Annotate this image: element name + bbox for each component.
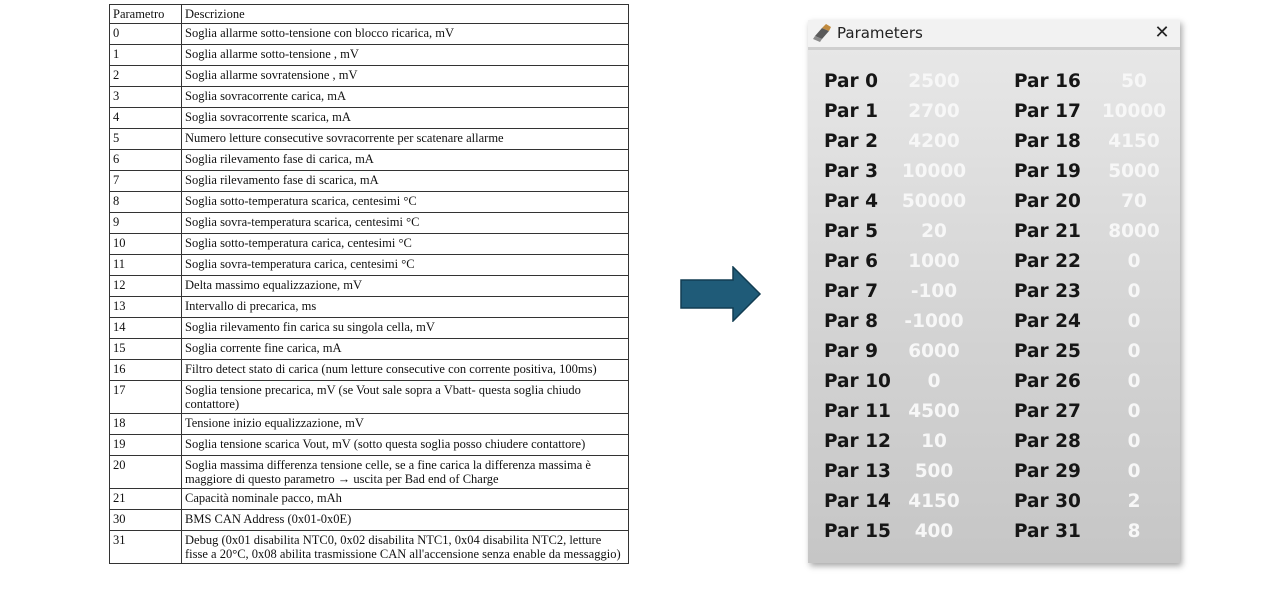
table-row: [110, 489, 629, 510]
parameter-description-cell: Filtro detect stato di carica (num letture consecutive con corrente positiva, 100ms): [182, 360, 629, 381]
param-value: 8000: [1108, 221, 1160, 242]
param-value: 2700: [908, 101, 960, 122]
param-value: 0: [1127, 371, 1141, 392]
parameter-description-cell: Soglia sovra-temperatura carica, centesimi °C: [182, 255, 629, 276]
parameter-id-cell: 5: [110, 129, 182, 150]
param-value: 1000: [908, 251, 960, 272]
parameter-id-cell: 3: [110, 87, 182, 108]
parameter-description-cell: Numero letture consecutive sovracorrente per scatenare allarme: [182, 129, 629, 150]
param-label: Par 17: [1014, 101, 1081, 122]
parameter-id-cell: 11: [110, 255, 182, 276]
param-label: Par 22: [1014, 251, 1081, 272]
parameter-id-cell: 1: [110, 45, 182, 66]
param-label: Par 5: [824, 221, 878, 242]
param-label: Par 4: [824, 191, 878, 212]
param-label: Par 30: [1014, 491, 1081, 512]
parameter-id-cell: 19: [110, 435, 182, 456]
parameter-id-cell: 13: [110, 297, 182, 318]
parameter-description-cell: Soglia tensione scarica Vout, mV (sotto questa soglia posso chiudere contattore): [182, 435, 629, 456]
parameter-description-cell: Soglia tensione precarica, mV (se Vout sale sopra a Vbatt- questa soglia chiudo contattore): [182, 381, 629, 414]
title-bar: [808, 20, 1180, 50]
close-button[interactable]: ✕: [1154, 22, 1170, 43]
param-label: Par 19: [1014, 161, 1081, 182]
param-value: -1000: [904, 311, 964, 332]
table-row: [110, 66, 629, 87]
table-row: [110, 255, 629, 276]
parameter-id-cell: 7: [110, 171, 182, 192]
param-label: Par 12: [824, 431, 891, 452]
param-label: Par 14: [824, 491, 891, 512]
param-label: Par 26: [1014, 371, 1081, 392]
param-value: 0: [1127, 461, 1141, 482]
parameter-id-cell: 15: [110, 339, 182, 360]
parameter-description-cell: Soglia sovra-temperatura scarica, centesimi °C: [182, 213, 629, 234]
table-row: [110, 339, 629, 360]
parameter-description-cell: Soglia rilevamento fase di carica, mA: [182, 150, 629, 171]
table-row: [110, 87, 629, 108]
parameter-description-cell: Debug (0x01 disabilita NTC0, 0x02 disabilita NTC1, 0x04 disabilita NTC2, letture fisse a 20°C, 0x08 abilita trasmissione CAN all'accensione senza enable da messaggio): [182, 531, 629, 564]
table-row: [110, 129, 629, 150]
param-label: Par 9: [824, 341, 878, 362]
table-row: [110, 108, 629, 129]
param-label: Par 23: [1014, 281, 1081, 302]
param-label: Par 13: [824, 461, 891, 482]
table-row: [110, 531, 629, 564]
param-value: 4500: [908, 401, 960, 422]
param-label: Par 15: [824, 521, 891, 542]
parameter-description-cell: BMS CAN Address (0x01-0x0E): [182, 510, 629, 531]
parameter-description-cell: Intervallo di precarica, ms: [182, 297, 629, 318]
parameter-description-cell: Soglia allarme sotto-tensione , mV: [182, 45, 629, 66]
parameter-id-cell: 20: [110, 456, 182, 489]
param-label: Par 20: [1014, 191, 1081, 212]
parameter-id-cell: 16: [110, 360, 182, 381]
right-arrow-icon: [680, 266, 762, 322]
column-header-parametro: Parametro: [110, 5, 182, 24]
param-value: 10: [921, 431, 947, 452]
parameter-id-cell: 17: [110, 381, 182, 414]
param-value: 4150: [1108, 131, 1160, 152]
parameter-description-cell: Capacità nominale pacco, mAh: [182, 489, 629, 510]
table-row: [110, 510, 629, 531]
param-value: 0: [1127, 311, 1141, 332]
parameter-id-cell: 4: [110, 108, 182, 129]
table-row: [110, 234, 629, 255]
param-label: Par 29: [1014, 461, 1081, 482]
param-value: 0: [1127, 341, 1141, 362]
eraser-icon: [812, 23, 832, 43]
param-label: Par 2: [824, 131, 878, 152]
param-label: Par 27: [1014, 401, 1081, 422]
arrow-shape: [681, 267, 760, 321]
parameter-description-cell: Soglia sovracorrente carica, mA: [182, 87, 629, 108]
parameter-id-cell: 18: [110, 414, 182, 435]
table-row: [110, 456, 629, 489]
table-row: [110, 318, 629, 339]
param-label: Par 24: [1014, 311, 1081, 332]
column-header-descrizione: Descrizione: [182, 5, 629, 24]
parameter-description-cell: Soglia allarme sotto-tensione con blocco ricarica, mV: [182, 24, 629, 45]
param-value: 2500: [908, 71, 960, 92]
parameter-id-cell: 9: [110, 213, 182, 234]
param-label: Par 6: [824, 251, 878, 272]
param-label: Par 0: [824, 71, 878, 92]
parameter-id-cell: 21: [110, 489, 182, 510]
parameters-window: [808, 20, 1180, 563]
parameter-description-cell: Soglia massima differenza tensione celle, se a fine carica la differenza massima è maggiore di questo parametro → uscita per Bad end of Charge: [182, 456, 629, 489]
param-value: 0: [1127, 401, 1141, 422]
parameter-description-cell: Soglia sotto-temperatura carica, centesimi °C: [182, 234, 629, 255]
table-row: [110, 381, 629, 414]
param-value: 0: [1127, 251, 1141, 272]
param-label: Par 21: [1014, 221, 1081, 242]
param-value: 0: [1127, 431, 1141, 452]
param-value: 4150: [908, 491, 960, 512]
parameter-description-cell: Tensione inizio equalizzazione, mV: [182, 414, 629, 435]
param-value: 0: [927, 371, 941, 392]
parameter-description-cell: Soglia allarme sovratensione , mV: [182, 66, 629, 87]
parameter-id-cell: 10: [110, 234, 182, 255]
parameter-description-table: [109, 4, 629, 564]
parameter-description-cell: Soglia corrente fine carica, mA: [182, 339, 629, 360]
param-value: 50: [1121, 71, 1147, 92]
param-value: 500: [914, 461, 954, 482]
param-label: Par 3: [824, 161, 878, 182]
table-row: [110, 414, 629, 435]
param-value: 5000: [1108, 161, 1160, 182]
param-value: 6000: [908, 341, 960, 362]
param-label: Par 10: [824, 371, 891, 392]
table-row: [110, 150, 629, 171]
parameter-description-cell: Soglia rilevamento fase di scarica, mA: [182, 171, 629, 192]
parameter-description-cell: Soglia rilevamento fin carica su singola cella, mV: [182, 318, 629, 339]
param-value: 10000: [1101, 101, 1167, 122]
parameter-id-cell: 8: [110, 192, 182, 213]
param-value: 400: [914, 521, 954, 542]
parameter-id-cell: 12: [110, 276, 182, 297]
param-value: -100: [910, 281, 958, 302]
table-row: [110, 297, 629, 318]
table-row: [110, 360, 629, 381]
param-value: 20: [921, 221, 947, 242]
param-label: Par 7: [824, 281, 878, 302]
param-value: 70: [1121, 191, 1147, 212]
param-value: 4200: [908, 131, 960, 152]
table-header-row: [110, 5, 629, 24]
table-row: [110, 24, 629, 45]
param-label: Par 1: [824, 101, 878, 122]
param-value: 2: [1127, 491, 1141, 512]
param-label: Par 25: [1014, 341, 1081, 362]
window-title: Parameters: [837, 24, 923, 42]
table-row: [110, 171, 629, 192]
table-row: [110, 213, 629, 234]
parameter-id-cell: 14: [110, 318, 182, 339]
table-row: [110, 435, 629, 456]
parameter-description-cell: Soglia sovracorrente scarica, mA: [182, 108, 629, 129]
table-row: [110, 276, 629, 297]
param-label: Par 8: [824, 311, 878, 332]
parameter-description-cell: Soglia sotto-temperatura scarica, centesimi °C: [182, 192, 629, 213]
param-value: 8: [1127, 521, 1141, 542]
parameter-description-cell: Delta massimo equalizzazione, mV: [182, 276, 629, 297]
param-label: Par 16: [1014, 71, 1081, 92]
table-row: [110, 45, 629, 66]
parameter-id-cell: 6: [110, 150, 182, 171]
param-value: 50000: [901, 191, 967, 212]
parameter-id-cell: 0: [110, 24, 182, 45]
table-row: [110, 192, 629, 213]
param-label: Par 18: [1014, 131, 1081, 152]
param-label: Par 28: [1014, 431, 1081, 452]
parameter-id-cell: 30: [110, 510, 182, 531]
parameter-id-cell: 2: [110, 66, 182, 87]
param-label: Par 31: [1014, 521, 1081, 542]
param-label: Par 11: [824, 401, 891, 422]
param-value: 10000: [901, 161, 967, 182]
parameter-id-cell: 31: [110, 531, 182, 564]
param-value: 0: [1127, 281, 1141, 302]
